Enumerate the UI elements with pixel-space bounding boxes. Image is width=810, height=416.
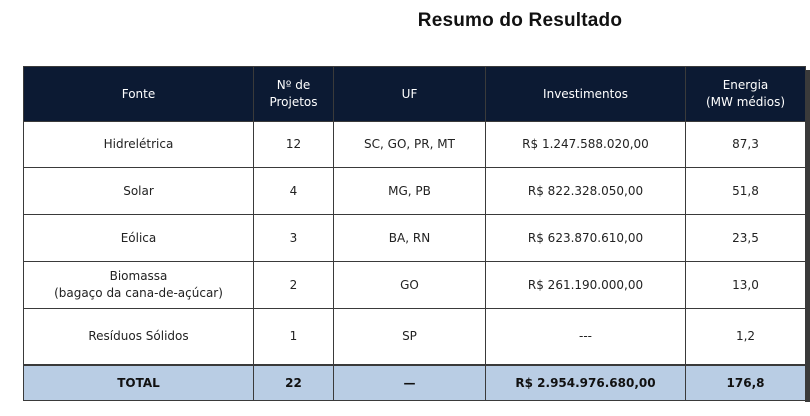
page-title: Resumo do Resultado [417, 10, 623, 31]
cell-energia: 51,8 [686, 168, 806, 215]
cell-fonte-line1: Solar [123, 183, 154, 198]
header-projetos [254, 67, 334, 122]
cell-fonte [24, 122, 254, 168]
cell-uf: MG, PB [334, 168, 486, 215]
cell-projetos: 4 [254, 168, 334, 215]
header-energia-line2: (MW médios) [705, 95, 785, 109]
header-fonte: Fonte [24, 67, 254, 122]
cell-fonte [24, 215, 254, 262]
header-uf: UF [334, 67, 486, 122]
cell-fonte-line2: (bagaço da cana-de-açúcar) [54, 286, 223, 300]
table-row [24, 168, 806, 215]
cell-energia: 23,5 [686, 215, 806, 262]
summary-table [23, 66, 806, 401]
header-projetos-line2: Projetos [269, 95, 318, 109]
table-row [24, 309, 806, 366]
table-row [24, 262, 806, 309]
cell-uf: GO [334, 262, 486, 309]
total-uf: — [334, 365, 486, 401]
cell-uf: SC, GO, PR, MT [334, 122, 486, 168]
header-energia-line1: Energia [722, 78, 769, 92]
cell-fonte [24, 168, 254, 215]
cell-energia: 1,2 [686, 309, 806, 366]
total-energia: 176,8 [686, 365, 806, 401]
cell-investimentos: R$ 623.870.610,00 [486, 215, 686, 262]
cell-energia: 13,0 [686, 262, 806, 309]
cell-projetos: 2 [254, 262, 334, 309]
header-investimentos: Investimentos [486, 67, 686, 122]
total-investimentos: R$ 2.954.976.680,00 [486, 365, 686, 401]
header-projetos-line1: Nº de [276, 78, 311, 92]
table-row [24, 215, 806, 262]
summary-table-container [23, 66, 805, 401]
cell-investimentos: --- [486, 309, 686, 366]
table-row [24, 122, 806, 168]
table-total-row [24, 365, 806, 401]
cell-fonte-line1: Eólica [120, 230, 157, 245]
cell-projetos: 1 [254, 309, 334, 366]
cell-projetos: 3 [254, 215, 334, 262]
table-header-row [24, 67, 806, 122]
cell-uf: SP [334, 309, 486, 366]
cell-projetos: 12 [254, 122, 334, 168]
cell-investimentos: R$ 1.247.588.020,00 [486, 122, 686, 168]
cell-fonte-line1: Biomassa [109, 269, 168, 283]
cell-investimentos: R$ 261.190.000,00 [486, 262, 686, 309]
cell-energia: 87,3 [686, 122, 806, 168]
cell-fonte-line1: Hidrelétrica [103, 137, 174, 151]
total-label: TOTAL [24, 365, 254, 401]
cell-fonte [24, 309, 254, 366]
cell-fonte-line1: Resíduos Sólidos [88, 329, 189, 343]
cell-fonte [24, 262, 254, 309]
header-energia [686, 67, 806, 122]
cell-uf: BA, RN [334, 215, 486, 262]
cell-investimentos: R$ 822.328.050,00 [486, 168, 686, 215]
total-projetos: 22 [254, 365, 334, 401]
